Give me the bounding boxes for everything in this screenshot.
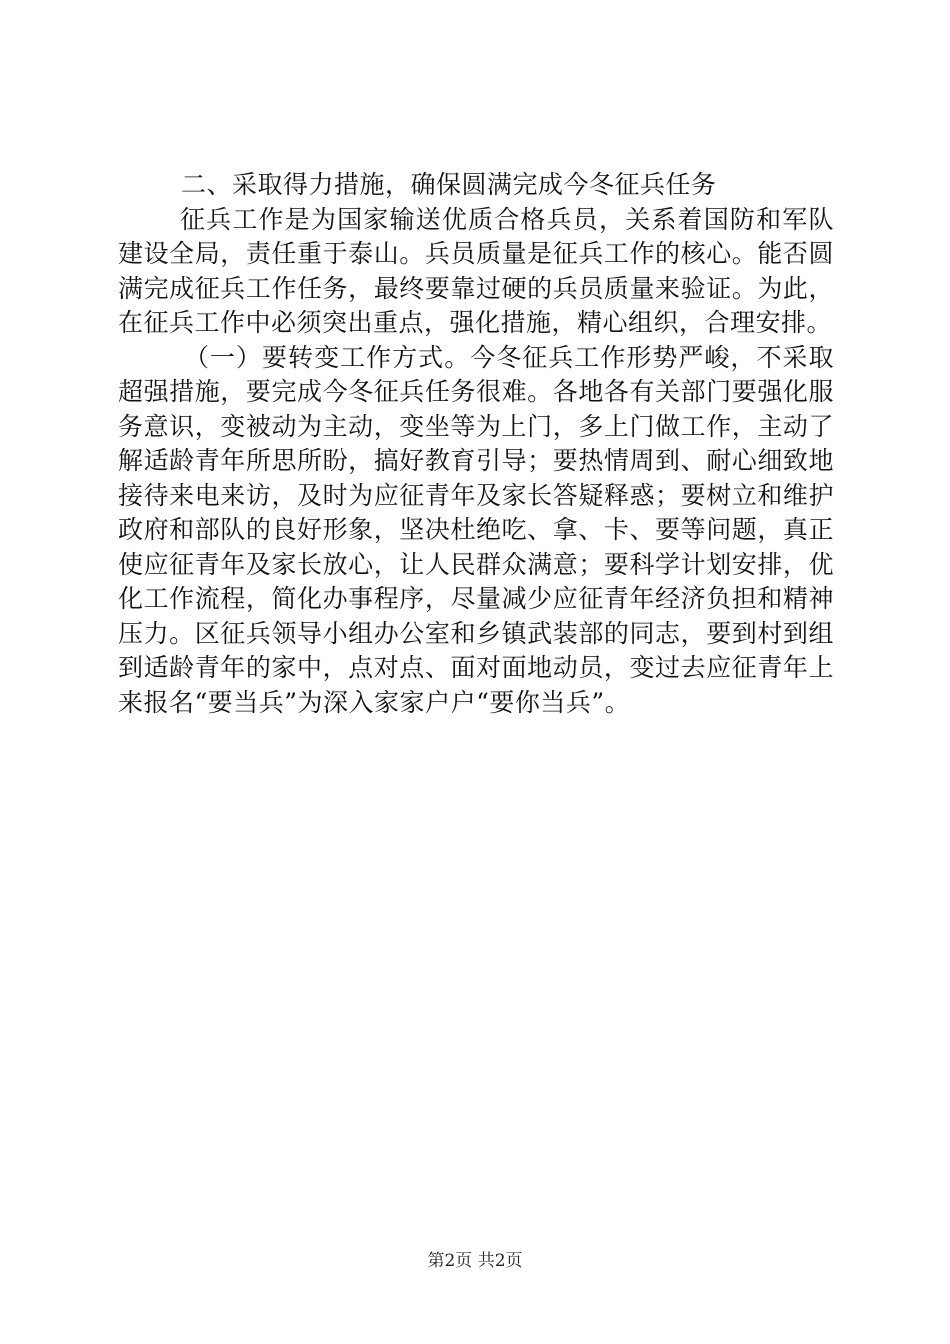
paragraph-intro: 征兵工作是为国家输送优质合格兵员，关系着国防和军队建设全局，责任重于泰山。兵员质量是征兵工作的核心。能否圆满完成征兵工作任务，最终要靠过硬的兵员质量来验证。为此，在征兵工作中必须突出重点，强化措施，精心组织，合理安排。 (118, 204, 834, 337)
paragraph-work-method: （一）要转变工作方式。今冬征兵工作形势严峻，不采取超强措施，要完成今冬征兵任务很难。各地各有关部门要强化服务意识，变被动为主动，变坐等为上门，多上门做工作，主动了解适龄青年所思所盼，搞好教育引导；要热情周到、耐心细致地接待来电来访，及时为应征青年及家长答疑释惑；要树立和维护政府和部队的良好形象，坚决杜绝吃、拿、卡、要等问题，真正使应征青年及家长放心，让人民群众满意；要科学计划安排，优化工作流程，简化办事程序，尽量减少应征青年经济负担和精神压力。区征兵领导小组办公室和乡镇武装部的同志，要到村到组到适龄青年的家中，点对点、面对面地动员，变过去应征青年上来报名“要当兵”为深入家家户户“要你当兵”。 (118, 342, 834, 717)
section-heading: 二、采取得力措施，确保圆满完成今冬征兵任务 (181, 170, 717, 199)
page-footer: 第2页 共2页 (427, 1251, 523, 1271)
document-body (118, 168, 834, 720)
